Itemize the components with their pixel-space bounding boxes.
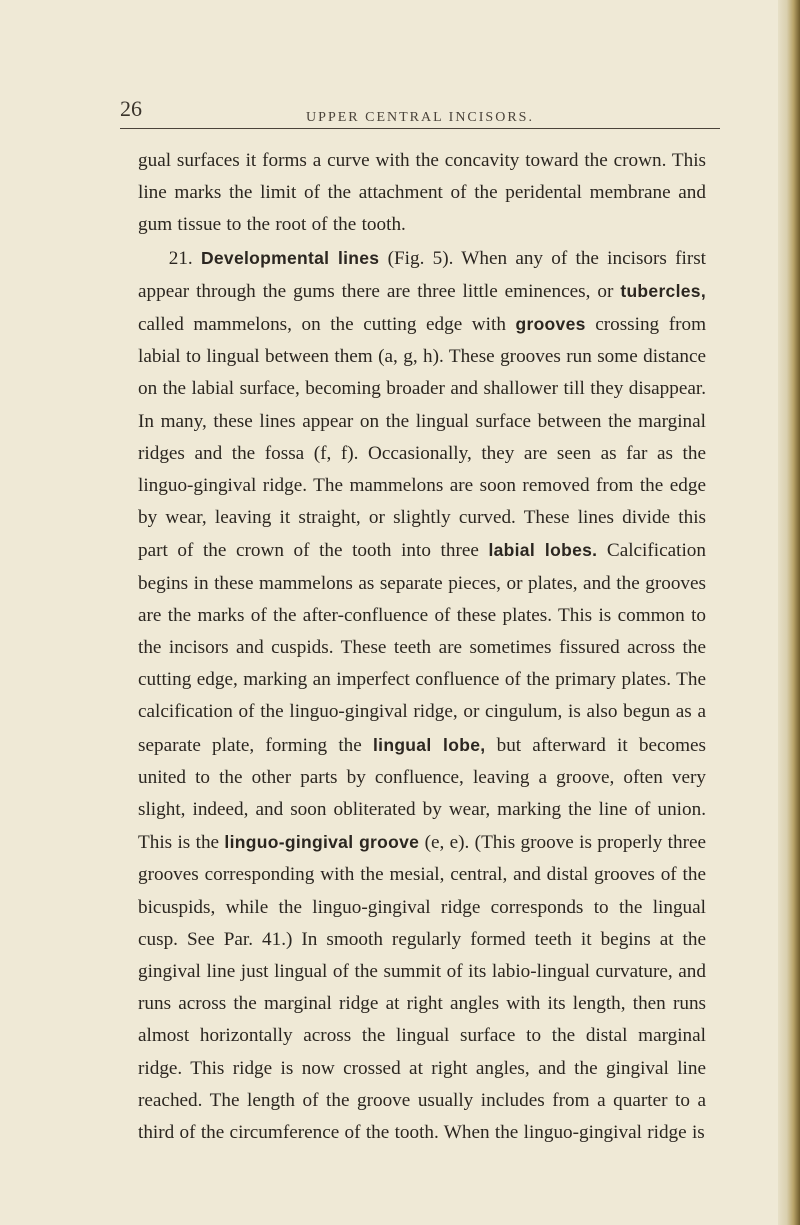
text-run: but afterward it becomes united to the other parts by confluence, leaving a groove, often very slight, indeed, and soon obliterated by wear, marking the line of union. This is the — [138, 734, 706, 854]
term-grooves: grooves — [515, 314, 586, 335]
page-number: 26 — [120, 96, 142, 121]
page-edge-shadow — [778, 0, 800, 1225]
text-run: Calcification begins in these mammelons as separate pieces, or plates, and the grooves are the marks of the after-confluence of these plates. This is common to the incisors and cuspids. These teeth are sometimes fissured across the cutting edge, marking an imperfect confluence of the primary plates. The calcification of the linguo-gingival ridge, or cingulum, is also begun as a separate plate, forming the — [138, 540, 706, 756]
term-labial-lobes: labial lobes. — [488, 540, 598, 561]
paragraph-continued: gual surfaces it forms a curve with the concavity toward the crown. This line marks the limit of the attachment of the peridental membrane and gum tissue to the root of the tooth. — [138, 150, 706, 236]
paragraph-developmental-lines — [138, 242, 706, 1150]
page-header — [120, 96, 720, 136]
body-text — [138, 145, 706, 1149]
text-run: crossing from labial to lingual between them (a, g, h). These grooves run some distance on the labial surface, becoming broader and shallower till they disappear. In many, these lines appear on the lingual surface between the marginal ridges and the fossa (f, f). Occasionally, they are seen as far as the linguo-gingival ridge. The mammelons are soon removed from the edge by wear, leaving it straight, or slightly curved. These lines divide this part of the crown of the tooth into three — [138, 314, 706, 562]
term-tubercles: tubercles, — [620, 280, 706, 301]
text-run: (e, e). (This groove is properly three grooves corresponding with the mesial, central, and distal grooves of the bicuspids, while the linguo-gingival ridge corresponds to the lingual cusp. See Par. 41.) In smooth regularly formed teeth it begins at the gingival line just lingual of the summit of its labio-lingual curvature, and runs across the marginal ridge at right angles with its length, then runs almost horizontally across the lingual surface to the distal marginal ridge. This ridge is now crossed at right angles, and the gingival line reached. The length of the groove usually includes from a quarter to a third of the circumference of the tooth. When the linguo-gingival ridge is — [138, 832, 707, 1144]
text-run: called mammelons, on the cutting edge with — [138, 314, 506, 336]
paragraph-number: 21. — [168, 247, 193, 269]
text-run: (Fig. 5). When any of the incisors first appear through the gums there are three little eminences, or — [138, 247, 707, 302]
term-linguo-gingival-groove: linguo-gingival groove — [224, 832, 420, 853]
header-rule — [120, 128, 720, 129]
running-head: UPPER CENTRAL INCISORS. — [306, 110, 534, 125]
term-lingual-lobe: lingual lobe, — [373, 734, 486, 755]
section-heading: Developmental lines — [200, 247, 380, 268]
